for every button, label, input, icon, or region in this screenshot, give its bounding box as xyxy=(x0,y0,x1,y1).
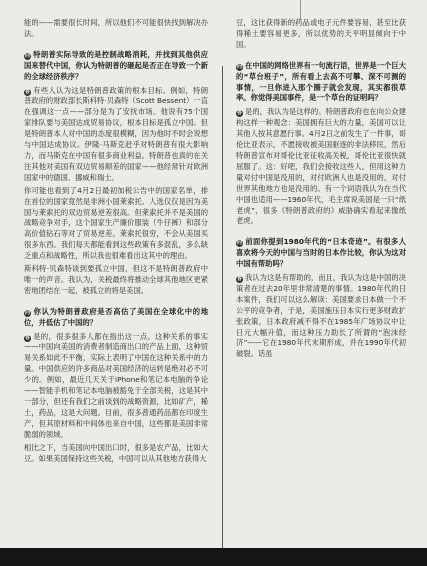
answer-4-paragraph-1 xyxy=(236,273,406,360)
answer-badge-icon: 答 xyxy=(236,276,242,283)
question-badge-icon: 问 xyxy=(236,240,242,247)
answer-2-paragraph-2: 相比之下，当美国向中国出口时，很多是农产品，比如大豆。如果美国保持这些关税，中国可以从其他地方获得大 xyxy=(24,442,208,463)
answer-4-text: 我认为这是有帮助的，而且，我认为这是中国的决策者在过去20年里非常清楚的事情。1980年代的日本案件，我们可以这么解读：美国要求日本做一个不公平的竞争者，于是，美国施压日本实行更多财政扩张政策，日本政府减不得不在1985年广场协议中让日元大幅升值，而这种压力助长了所谓的“泡沫经济”——它在1980年代末期形成，并在1990年代初破裂。话虽 xyxy=(236,273,406,359)
bottom-band xyxy=(0,548,427,566)
question-1 xyxy=(24,50,208,83)
question-badge-icon: 问 xyxy=(236,63,242,70)
answer-1-text: 有些人认为这是特朗普政策的根本目标。例如，特朗普政府的财政部长斯科特·贝森特（Scott Bessent）一直在强调这一点——部分是为了安抚市场。他说有75个国家排队要与美国达成贸易协议，根本目标是孤立中国。但是特朗普本人对中国的态度很模糊，因为他时不时会说想与中国达成协议。伊隆·马斯克赶乎对特朗普有很大影响力，而马斯克在中国有很多商业利益。特朗普也真的在关注其他对美国有双边贸易顺差的国家——他经常针对欧洲国家中的德国、挪威和瑞士。 xyxy=(24,85,208,182)
question-badge-icon: 问 xyxy=(24,309,30,316)
paragraph-continuation: 豆，这比获得新的药品或电子元件要容易，甚至比获得稀土要容易更多，所以优势的天平明显倾向于中国。 xyxy=(236,18,406,49)
question-badge-icon: 问 xyxy=(24,52,30,59)
paragraph-continuation: 能的——需要很长时间，所以他们不可能很快找到解决办法。 xyxy=(24,18,208,38)
answer-badge-icon: 答 xyxy=(24,88,30,95)
question-1-text: 特朗普实际导致的是控制战略消耗，并找到其他供应国来替代中国，你认为特朗普的砸起是否正在导致一个新的全球经济秩序？ xyxy=(24,49,208,81)
right-column xyxy=(236,18,406,362)
question-3 xyxy=(236,61,406,105)
answer-badge-icon: 答 xyxy=(24,334,30,341)
answer-3-text: 是的，我认为是这样的。特朗普政府也在向公众建构这样一种观念：美国拥有巨大的力量，美国可以让其他人按其意愿行事。4月2日之前发生了一件事，哥伦比亚表示，不愿接收被美国驱逐的非法移民，然后特朗普宣布对哥伦比亚征收高关税，哥伦比亚很快就屈服了。这：好吧，我们会接收这些人。但用这种力量对付中国是没用的，对付欧洲人也是没用的，对付世界其他地方也是没用的。有一个词语我认为在当代中国也适用——1960年代，毛主席说美国是一只“纸老虎”，很多《特朗普政府的》威胁确实看起来像纸老虎。 xyxy=(236,107,406,226)
question-4-text: 前面你提到1980年代的“日本奇迹”。有很多人喜欢将今天的中国与当时的日本作比较，你认为这对中国有帮助吗？ xyxy=(236,237,406,269)
question-4 xyxy=(236,237,406,270)
question-3-text: 在中国的网络世界有一句流行语，世界是一个巨大的“草台班子”，所有看上去高不可攀、深不可测的事情，一旦你进入那个圈子就会发现，其实都很草率。你觉得美国事件，是一个草台的证明吗？ xyxy=(236,60,406,103)
question-2 xyxy=(24,307,208,329)
answer-1-paragraph-3: 斯科特·贝森特谈到要孤立中国，但这不是特朗普政府中唯一的声音。我认为，关税最终将推动全球其他地区更紧密地团结在一起，被孤立的将是美国。 xyxy=(24,264,208,295)
answer-3-paragraph-1 xyxy=(236,107,406,227)
column-rule-top xyxy=(300,0,301,20)
left-column xyxy=(24,18,208,466)
answer-2-paragraph-1 xyxy=(24,332,208,441)
column-rule xyxy=(222,66,223,548)
question-2-text: 你认为特朗普政府是否高估了美国在全球化中的地位，并低估了中国的？ xyxy=(24,306,208,327)
answer-badge-icon: 答 xyxy=(236,110,242,117)
answer-1-paragraph-1 xyxy=(24,86,208,184)
answer-2-text: 是的，很多很多人都在指出这一点。这种关系的事实——中国向美国的消费者制造商出口的产品上面，这种贸易关系如此不平衡，实际上表明了中国在这种关系中的力量。中国供应的许多商品对美国经济的运转是绝对必不可少的。例如，最近几天关于iPhone和笔记本电脑的争论——智能手机和笔记本电脑被豁免于全部关税，这是其中一部分，但还有我们之前谈到的战略资源，比如矿产，稀土，药品，这是大问题。目前，很多普通药品都在印度生产，但其原材料和中间体也来自中国，这些都是美国非常脆弱的领域。 xyxy=(24,331,208,439)
answer-1-paragraph-2: 你可能也看到了4月2日最初加税公告中的国家名单，排在首位的国家竟然是非洲小国莱索托。人选仅仅是因为美国与莱索托的双边贸易逆差很高。但莱索托并不是美国的战略竞争对手，这个国家生产廉价服装（牛仔裤）和部分高价值钻石等对了贸易逆差。莱索托很穷，不会从美国买很多东西。我们每天都能看到这些政策有多混乱，多么缺乏重点和战略性，所以我也很难看出这其中的理由。 xyxy=(24,185,208,261)
